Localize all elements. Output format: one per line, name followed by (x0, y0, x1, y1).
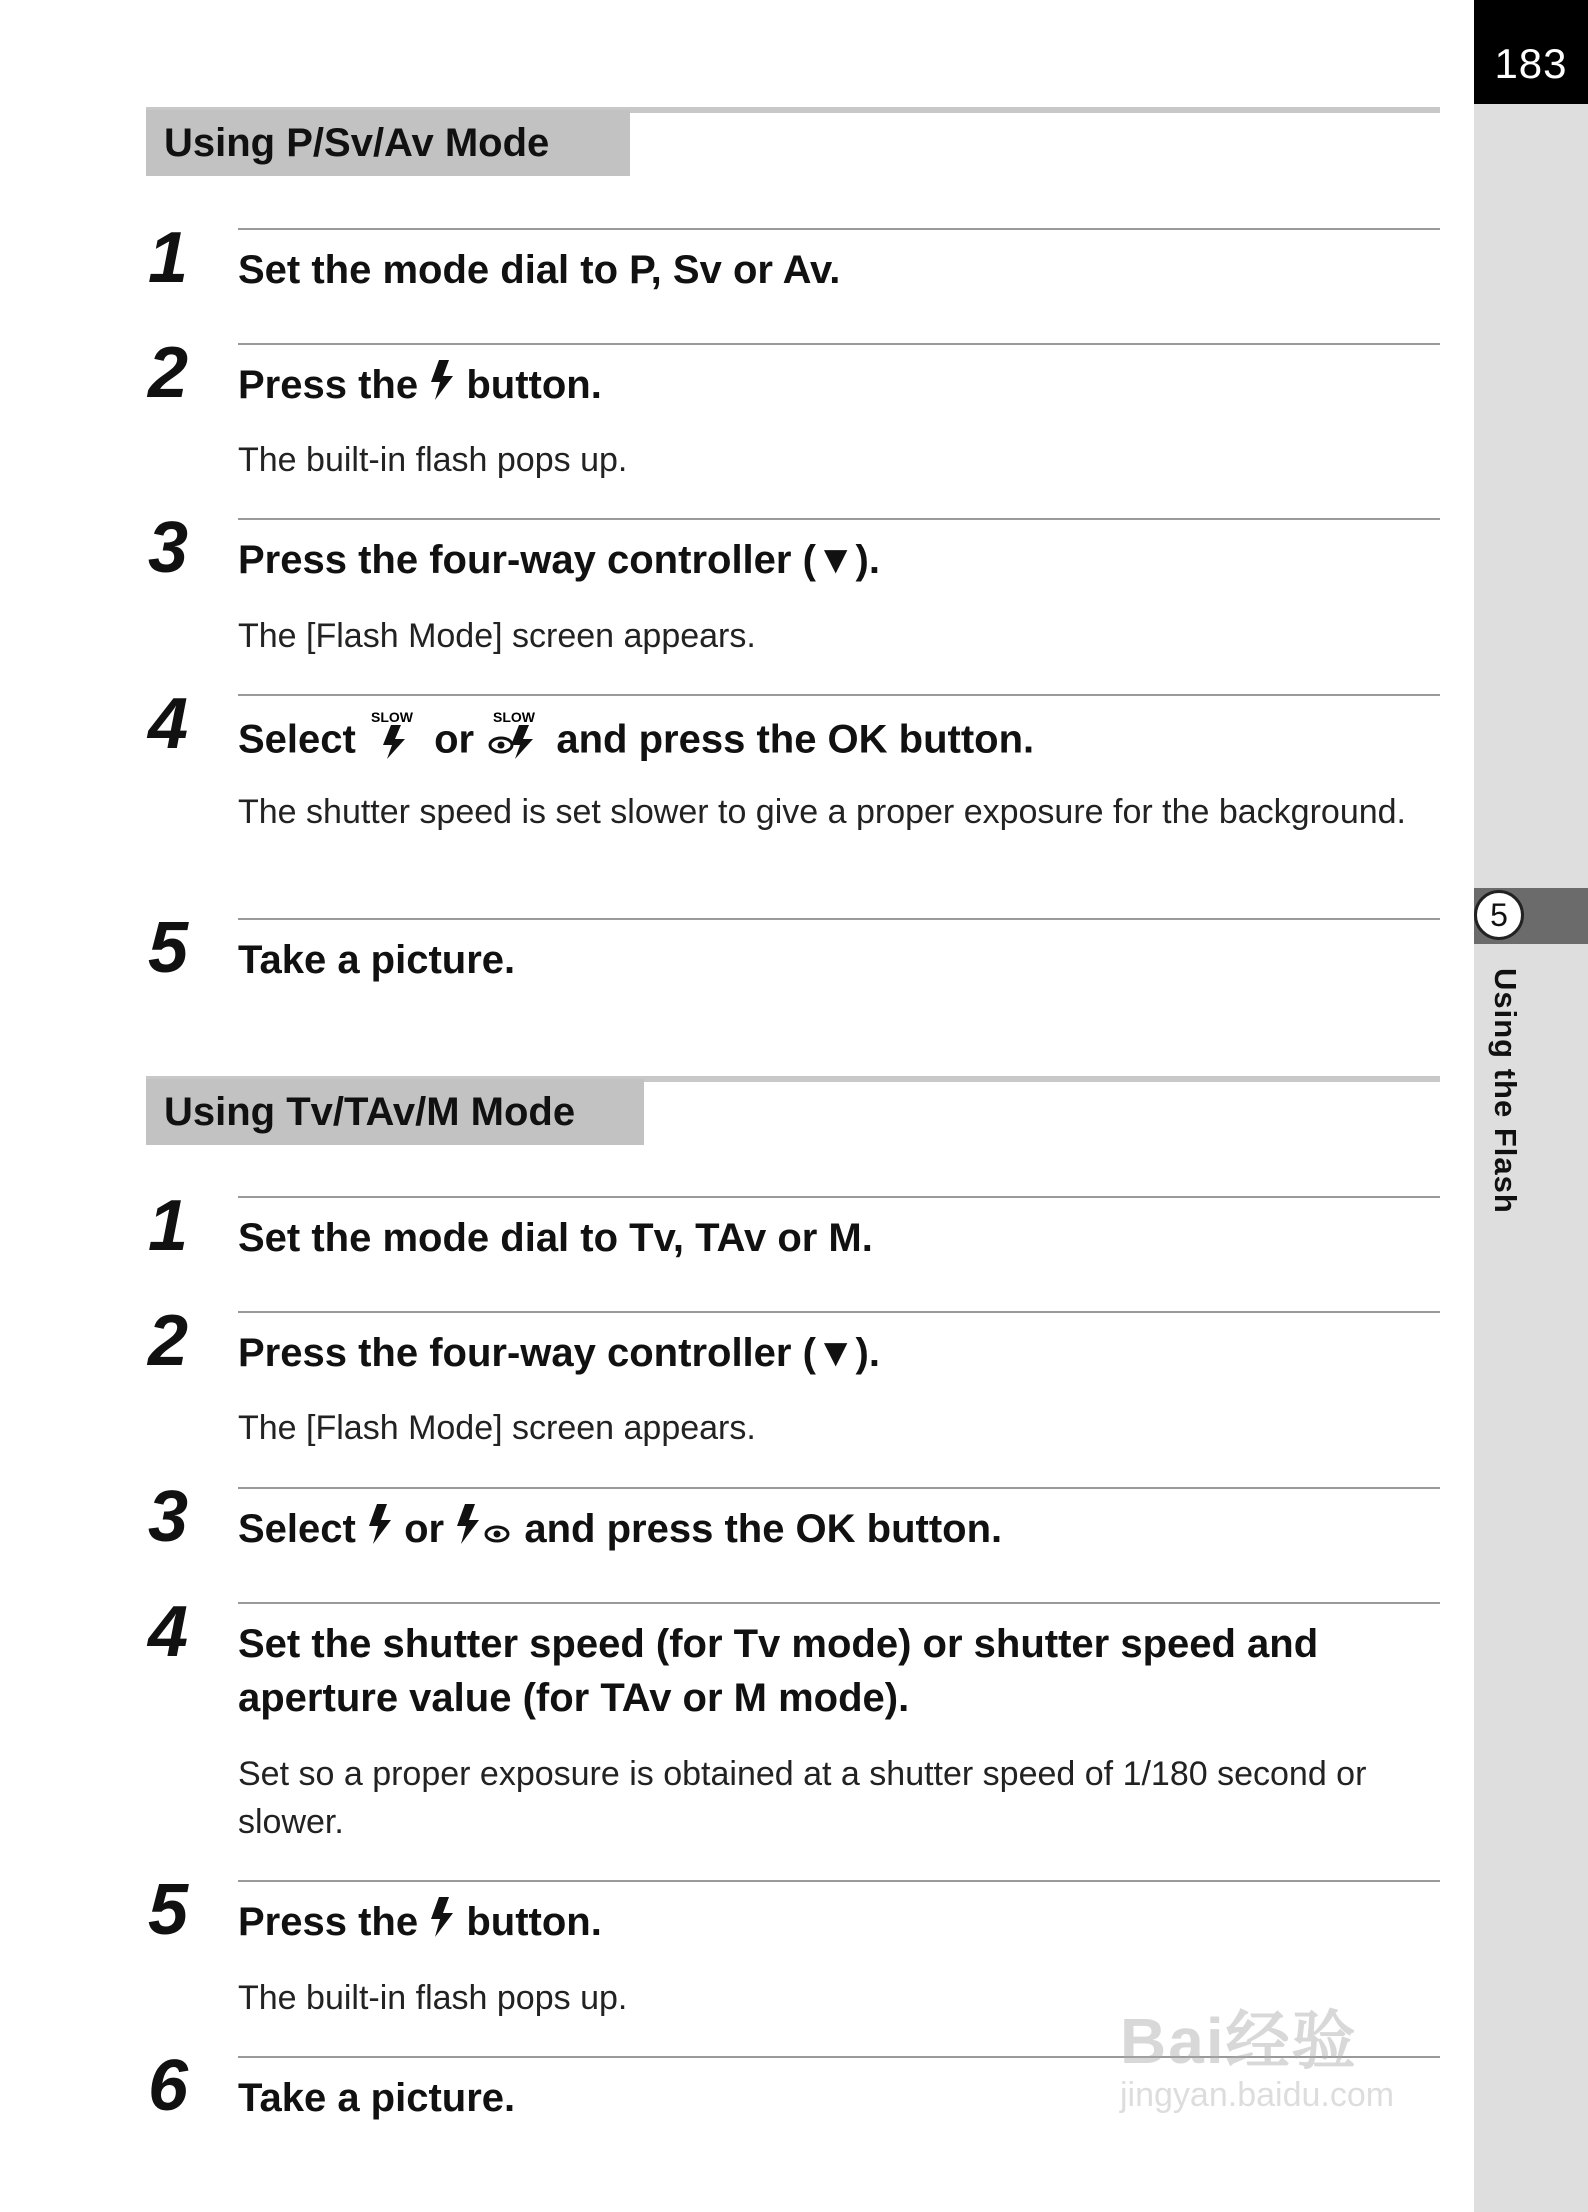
flash-redeye-icon (455, 1502, 513, 1560)
step-number: 1 (148, 218, 189, 298)
step-title: Set the mode dial to Tv, TAv or M. (238, 1216, 873, 1260)
step-description: The [Flash Mode] screen appears. (238, 1409, 756, 1447)
flash-icon (429, 1895, 455, 1953)
chapter-title: Using the Flash (1488, 968, 1523, 1214)
watermark-url: jingyan.baidu.com (1120, 2076, 1395, 2114)
step-title (238, 358, 1448, 416)
flash-on-icon (367, 1502, 393, 1560)
step-number: 4 (148, 684, 189, 764)
step-number: 2 (148, 333, 189, 413)
step-title-text: Select (238, 1507, 356, 1551)
page-number-box (1474, 0, 1588, 104)
section-heading: Using Tv/TAv/M Mode (146, 1079, 644, 1145)
step-number: 1 (148, 1186, 189, 1266)
step-divider (238, 1311, 1440, 1313)
page-number: 183 (1494, 40, 1568, 87)
step-title-text: and press the OK button. (524, 1507, 1003, 1551)
step-divider (238, 343, 1440, 345)
step-title: Set the shutter speed (for Tv mode) or shutter speed and aperture value (for TAv or M mode). (238, 1622, 1319, 1720)
step-number: 5 (148, 908, 189, 988)
watermark-logo-text: Bai经验 (1120, 2005, 1358, 2077)
step-number: 2 (148, 1301, 189, 1381)
step-divider (238, 1196, 1440, 1198)
step-title: Press the four-way controller (▼). (238, 538, 880, 582)
flash-icon (429, 358, 455, 416)
step-number: 5 (148, 1870, 189, 1950)
step-description: The shutter speed is set slower to give a proper exposure for the background. (238, 793, 1406, 831)
step-divider (238, 694, 1440, 696)
step-title-text: or (434, 717, 475, 762)
slow-sync-flash-icon (367, 709, 423, 775)
section-heading: Using P/Sv/Av Mode (146, 110, 630, 176)
step-title-text: button. (466, 363, 602, 407)
step-divider (238, 228, 1440, 230)
step-description: Set so a proper exposure is obtained at a shutter speed of 1/180 second or slower. (238, 1755, 1367, 1841)
step-divider (238, 1602, 1440, 1604)
step-title (238, 1895, 1448, 1953)
slow-label: SLOW (493, 709, 536, 725)
step-title: Press the four-way controller (▼). (238, 1331, 880, 1375)
step-description: The built-in flash pops up. (238, 1979, 628, 2017)
step-divider (238, 918, 1440, 920)
step-title (238, 709, 1448, 775)
step-title: Take a picture. (238, 938, 516, 982)
step-number: 3 (148, 1477, 189, 1557)
step-divider (238, 1487, 1440, 1489)
chapter-number: 5 (1474, 890, 1524, 940)
step-title (238, 1502, 1448, 1560)
step-title-text: Press the (238, 363, 419, 407)
step-title-text: button. (466, 1900, 602, 1944)
step-title: Set the mode dial to P, Sv or Av. (238, 248, 841, 292)
step-title-text: or (404, 1507, 445, 1551)
step-divider (238, 518, 1440, 520)
step-number: 4 (148, 1592, 189, 1672)
slow-sync-redeye-flash-icon (485, 709, 545, 775)
step-description: The [Flash Mode] screen appears. (238, 617, 756, 655)
step-title-text: Press the (238, 1900, 419, 1944)
step-number: 6 (148, 2046, 189, 2126)
baidu-watermark (1120, 1990, 1394, 2115)
step-title-text: and press the OK button. (556, 717, 1035, 762)
step-divider (238, 1880, 1440, 1882)
slow-label: SLOW (370, 709, 413, 725)
step-description: The built-in flash pops up. (238, 441, 628, 479)
step-title: Take a picture. (238, 2076, 516, 2120)
step-title-text: Select (238, 717, 356, 762)
step-number: 3 (148, 508, 189, 588)
